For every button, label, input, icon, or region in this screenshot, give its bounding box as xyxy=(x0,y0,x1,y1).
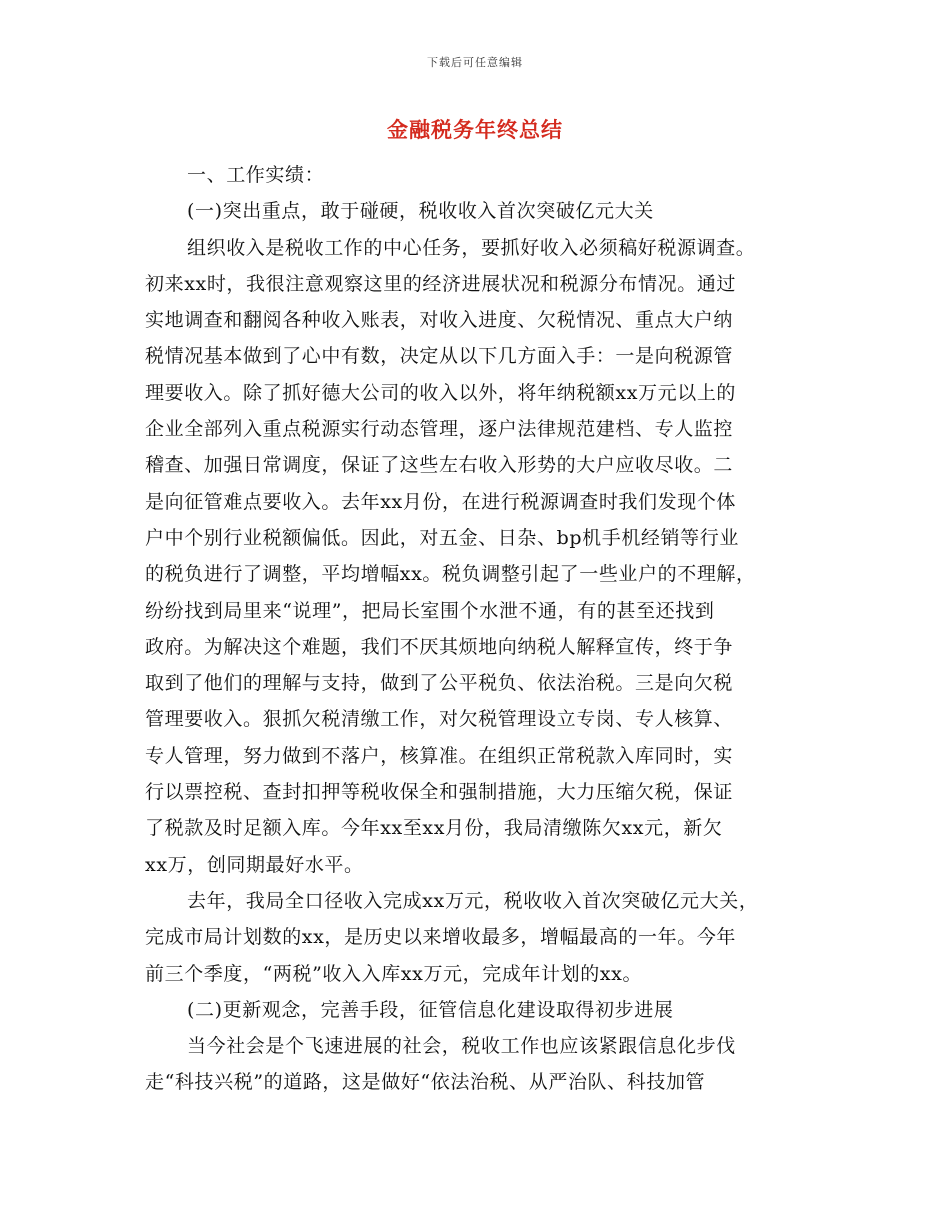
text-line: 企业全部列入重点税源实行动态管理，逐户法律规范建档、专人监控 xyxy=(145,418,734,441)
text-line: 的税负进行了调整，平均增幅xx。税负调整引起了一些业户的不理解， xyxy=(145,563,756,586)
text-line: 实地调查和翻阅各种收入账表，对收入进度、欠税情况、重点大户纳 xyxy=(145,309,734,332)
text-line: 政府。为解决这个难题，我们不厌其烦地向纳税人解释宣传，终于争 xyxy=(145,635,734,658)
text-line: 去年，我局全口径收入完成xx万元，税收收入首次突破亿元大关， xyxy=(187,889,759,912)
document-body xyxy=(145,157,815,1101)
text-line: 纷纷找到局里来“说理”，把局长室围个水泄不通，有的甚至还找到 xyxy=(145,599,715,622)
text-line: 理要收入。除了抓好德大公司的收入以外，将年纳税额xx万元以上的 xyxy=(145,381,737,404)
text-line: 初来xx时，我很注意观察这里的经济进展状况和税源分布情况。通过 xyxy=(145,272,737,295)
text-line: (二)更新观念，完善手段，征管信息化建设取得初步进展 xyxy=(187,998,674,1021)
text-line: 专人管理，努力做到不落户，核算准。在组织正常税款入库同时，实 xyxy=(145,744,734,767)
text-line: 稽查、加强日常调度，保证了这些左右收入形势的大户应收尽收。二 xyxy=(145,454,734,477)
text-line: 当今社会是个飞速进展的社会，税收工作也应该紧跟信息化步伐 xyxy=(187,1035,736,1058)
text-line: (一)突出重点，敢于碰硬，税收收入首次突破亿元大关 xyxy=(187,200,654,223)
text-line: 组织收入是税收工作的中心任务，要抓好收入必须稿好税源调查。 xyxy=(187,236,756,259)
page-header-note: 下载后可任意编辑 xyxy=(427,56,523,69)
text-line: 取到了他们的理解与支持，做到了公平税负、依法治税。三是向欠税 xyxy=(145,672,734,695)
text-line: 走“科技兴税”的道路，这是做好“依法治税、从严治队、科技加管 xyxy=(145,1071,706,1094)
text-line: 税情况基本做到了心中有数，决定从以下几方面入手：一是向税源管 xyxy=(145,345,734,368)
text-line: 是向征管难点要收入。去年xx月份，在进行税源调查时我们发现个体 xyxy=(145,490,737,513)
text-line: 完成市局计划数的xx，是历史以来增收最多，增幅最高的一年。今年 xyxy=(145,926,737,949)
text-line: 前三个季度，“两税”收入入库xx万元，完成年计划的xx。 xyxy=(145,962,643,985)
text-line: 行以票控税、查封扣押等税收保全和强制措施，大力压缩欠税，保证 xyxy=(145,781,734,804)
text-line: 管理要收入。狠抓欠税清缴工作，对欠税管理设立专岗、专人核算、 xyxy=(145,708,734,731)
document-title: 金融税务年终总结 xyxy=(387,117,563,142)
text-line: 户中个别行业税额偏低。因此，对五金、日杂、bp机手机经销等行业 xyxy=(145,526,739,549)
text-line: xx万，创同期最好水平。 xyxy=(145,853,364,876)
text-line: 了税款及时足额入库。今年xx至xx月份，我局清缴陈欠xx元，新欠 xyxy=(145,817,723,840)
text-line: 一、工作实绩： xyxy=(187,164,325,186)
